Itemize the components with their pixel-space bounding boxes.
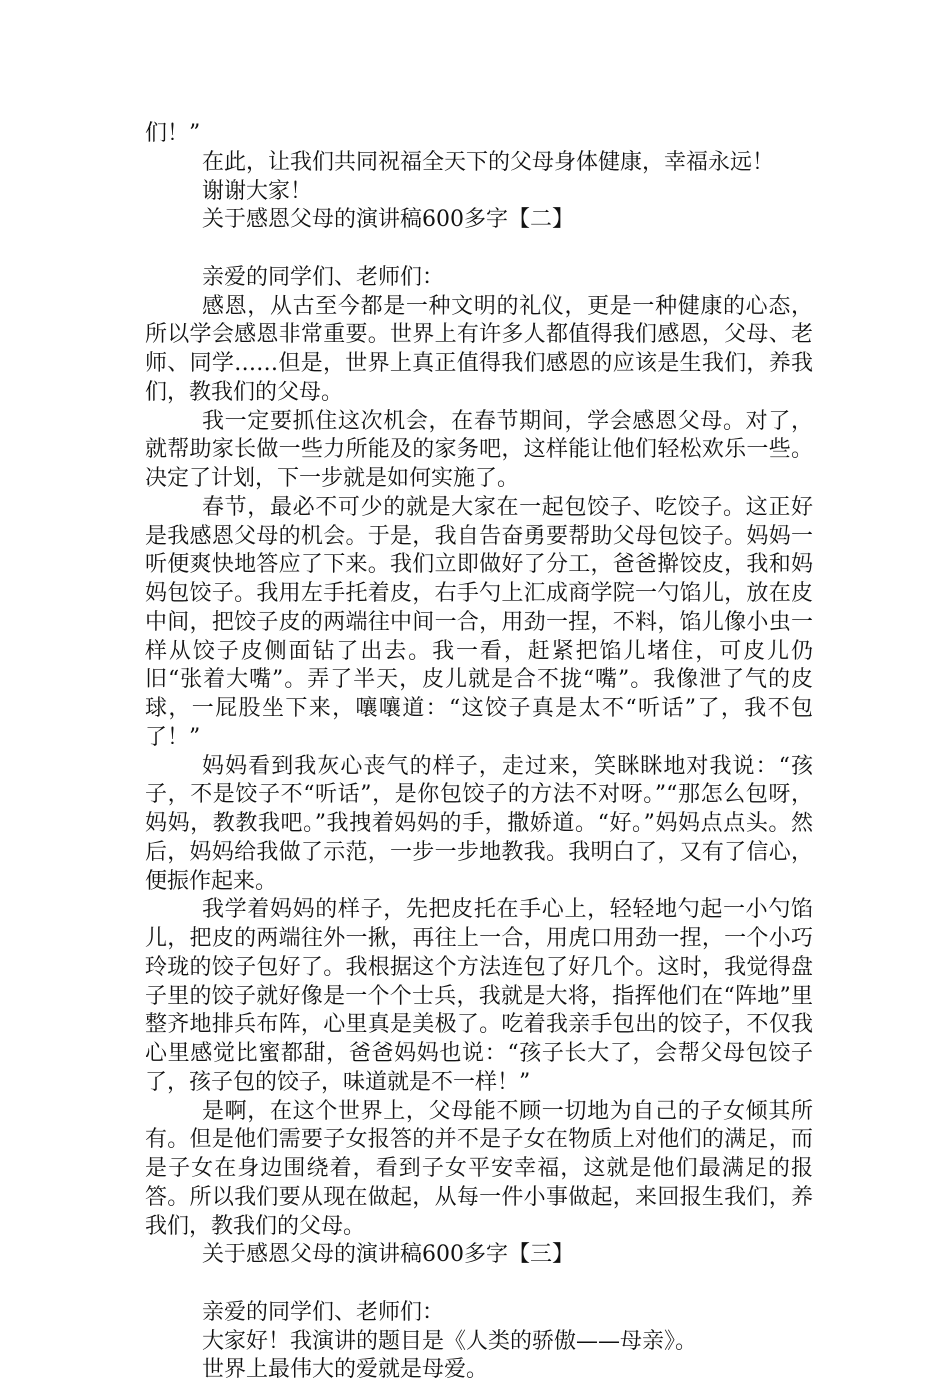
section-heading: 关于感恩父母的演讲稿600多字【三】 bbox=[202, 1242, 574, 1268]
paragraph: 世界上最伟大的爱就是母爱。 bbox=[202, 1357, 489, 1383]
paragraph: 谢谢大家！ bbox=[202, 178, 313, 204]
paragraph: 我一定要抓住这次机会，在春节期间，学会感恩父母。对了，就帮助家长做一些力所能及的家务吧，这样能让他们轻松欢乐一些。决定了计划，下一步就是如何实施了。 bbox=[145, 408, 813, 491]
blank-line bbox=[145, 1270, 813, 1299]
paragraph: 在此，让我们共同祝福全天下的父母身体健康，幸福永远！ bbox=[202, 149, 775, 175]
paragraph: 我学着妈妈的样子，先把皮托在手心上，轻轻地勺起一小勺馅儿，把皮的两端往外一揪，再往上一合，用虎口用劲一捏，一个小巧玲珑的饺子包好了。我根据这个方法连包了好几个。这时，我觉得盘子里的饺子就好像是一个个士兵，我就是大将，指挥他们在“阵地”里整齐地排兵布阵，心里真是美极了。吃着我亲手包出的饺子，不仅我心里感觉比蜜都甜，爸爸妈妈也说：“孩子长大了，会帮父母包饺子了，孩子包的饺子，味道就是不一样！” bbox=[145, 897, 813, 1095]
section-heading: 关于感恩父母的演讲稿600多字【二】 bbox=[202, 207, 574, 233]
blank-line bbox=[145, 235, 813, 264]
document-body bbox=[145, 120, 813, 1385]
paragraph: 大家好！我演讲的题目是《人类的骄傲——母亲》。 bbox=[202, 1328, 698, 1354]
paragraph: 春节，最必不可少的就是大家在一起包饺子、吃饺子。这正好是我感恩父母的机会。于是，我自告奋勇要帮助父母包饺子。妈妈一听便爽快地答应了下来。我们立即做好了分工，爸爸擀饺皮，我和妈妈包饺子。我用左手托着皮，右手勺上汇成商学院一勺馅儿，放在皮中间，把饺子皮的两端往中间一合，用劲一捏，不料，馅儿像小虫一样从饺子皮侧面钻了出去。我一看，赶紧把馅儿堵住，可皮儿仍旧“张着大嘴”。弄了半天，皮儿就是合不拢“嘴”。我像泄了气的皮球，一屁股坐下来，嚷嚷道：“这饺子真是太不“听话”了，我不包了！” bbox=[145, 494, 813, 750]
salutation: 亲爱的同学们、老师们： bbox=[202, 1299, 445, 1325]
paragraph: 们！” bbox=[145, 121, 201, 146]
paragraph: 妈妈看到我灰心丧气的样子，走过来，笑眯眯地对我说：“孩子，不是饺子不“听话”，是你包饺子的方法不对呀。”“那怎么包呀，妈妈，教教我吧。”我拽着妈妈的手，撒娇道。“好。”妈妈点点头。然后，妈妈给我做了示范，一步一步地教我。我明白了，又有了信心，便振作起来。 bbox=[145, 753, 813, 894]
paragraph: 是啊，在这个世界上，父母能不顾一切地为自己的子女倾其所有。但是他们需要子女报答的并不是子女在物质上对他们的满足，而是子女在身边围绕着，看到子女平安幸福，这就是他们最满足的报答。所以我们要从现在做起，从每一件小事做起，来回报生我们，养我们，教我们的父母。 bbox=[145, 1098, 813, 1239]
paragraph: 感恩，从古至今都是一种文明的礼仪，更是一种健康的心态，所以学会感恩非常重要。世界上有许多人都值得我们感恩，父母、老师、同学……但是，世界上真正值得我们感恩的应该是生我们，养我们，教我们的父母。 bbox=[145, 293, 813, 405]
salutation: 亲爱的同学们、老师们： bbox=[202, 264, 445, 290]
